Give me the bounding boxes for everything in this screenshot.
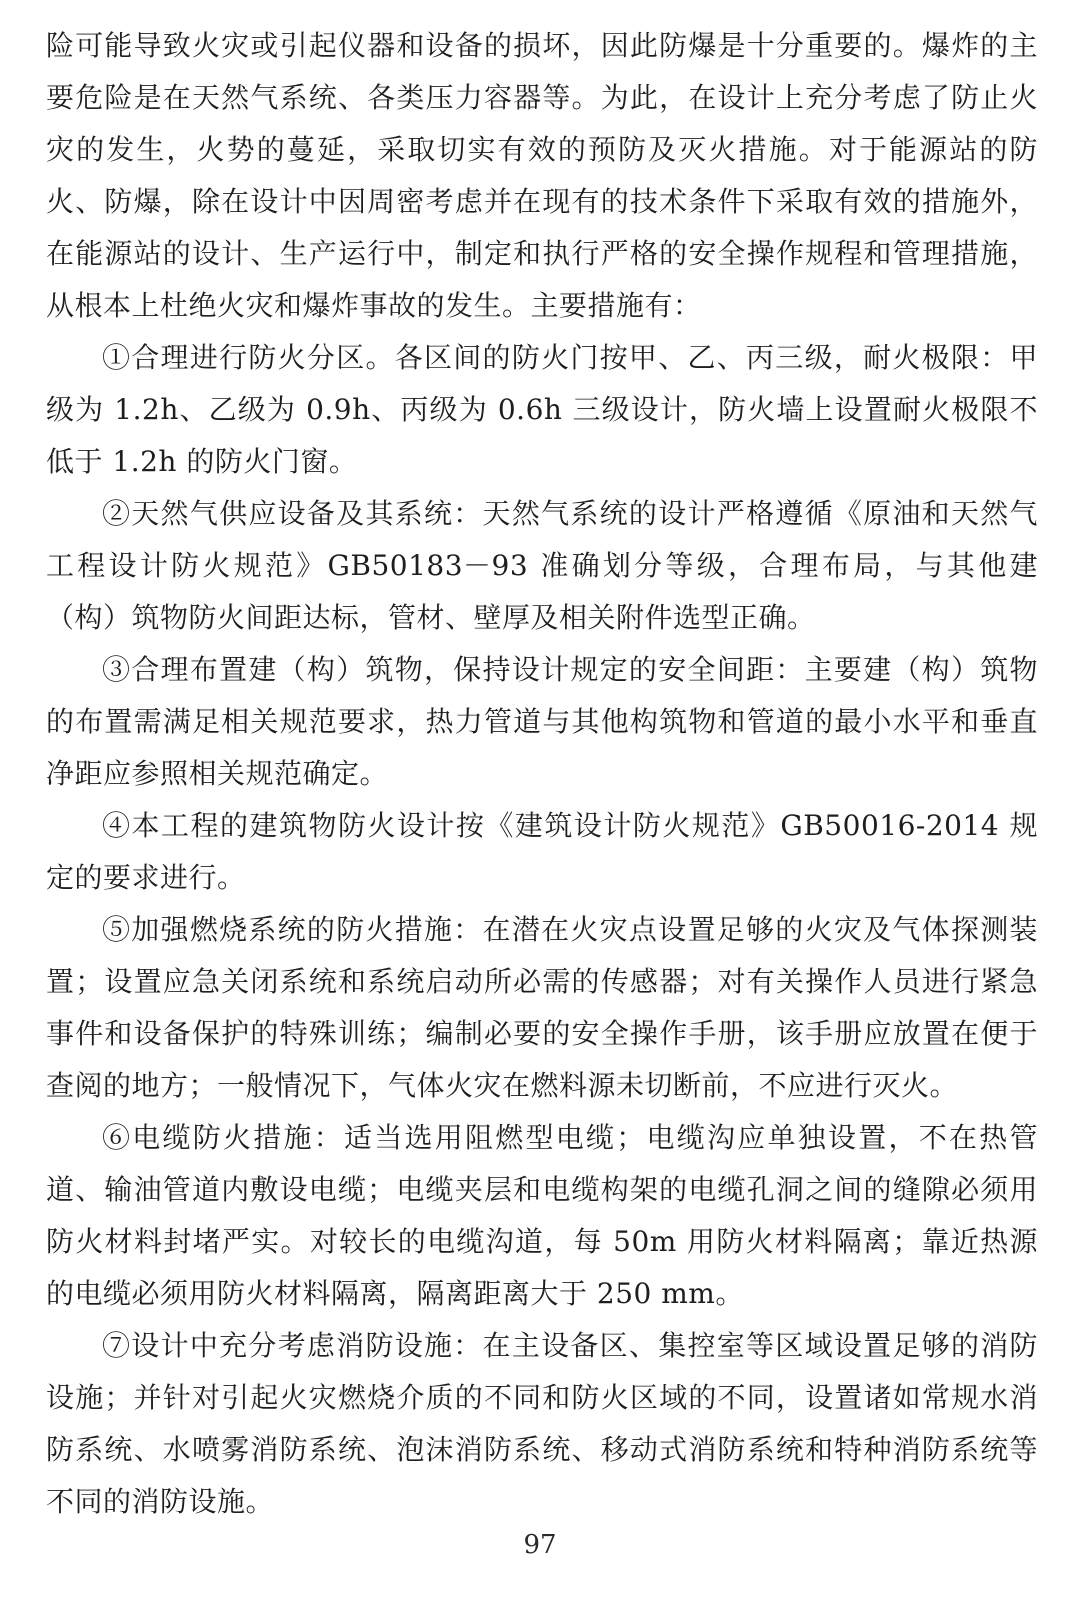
paragraph-item-3-building-layout: ③合理布置建（构）筑物，保持设计规定的安全间距：主要建（构）筑物的布置需满足相关规范要求，热力管道与其他构筑物和管道的最小水平和垂直净距应参照相关规范确定。 — [46, 653, 1038, 790]
paragraph-item-2-gas-supply: ②天然气供应设备及其系统：天然气系统的设计严格遵循《原油和天然气工程设计防火规范》GB50183－93 准确划分等级，合理布局，与其他建（构）筑物防火间距达标，管材、壁厚及相关附件选型正确。 — [46, 497, 1038, 634]
paragraph-item-6-cable-fire: ⑥电缆防火措施：适当选用阻燃型电缆；电缆沟应单独设置，不在热管道、输油管道内敷设电缆；电缆夹层和电缆构架的电缆孔洞之间的缝隙必须用防火材料封堵严实。对较长的电缆沟道，每 50m 用防火材料隔离；靠近热源的电缆必须用防火材料隔离，隔离距离大于 250 mm。 — [46, 1121, 1038, 1310]
paragraph-item-5-combustion-system: ⑤加强燃烧系统的防火措施：在潜在火灾点设置足够的火灾及气体探测装置；设置应急关闭系统和系统启动所必需的传感器；对有关操作人员进行紧急事件和设备保护的特殊训练；编制必要的安全操作手册，该手册应放置在便于查阅的地方；一般情况下，气体火灾在燃料源未切断前，不应进行灭火。 — [46, 913, 1038, 1102]
paragraph-item-4-building-code: ④本工程的建筑物防火设计按《建筑设计防火规范》GB50016-2014 规定的要求进行。 — [46, 809, 1038, 894]
page-number: 97 — [523, 1530, 557, 1560]
paragraph-item-1-fire-zoning: ①合理进行防火分区。各区间的防火门按甲、乙、丙三级，耐火极限：甲级为 1.2h、乙级为 0.9h、丙级为 0.6h 三级设计，防火墙上设置耐火极限不低于 1.2h 的防火门窗。 — [46, 341, 1038, 478]
paragraph-intro: 险可能导致火灾或引起仪器和设备的损坏，因此防爆是十分重要的。爆炸的主要危险是在天然气系统、各类压力容器等。为此，在设计上充分考虑了防止火灾的发生，火势的蔓延，采取切实有效的预防及灭火措施。对于能源站的防火、防爆，除在设计中因周密考虑并在现有的技术条件下采取有效的措施外，在能源站的设计、生产运行中，制定和执行严格的安全操作规程和管理措施，从根本上杜绝火灾和爆炸事故的发生。主要措施有： — [46, 29, 1038, 322]
paragraph-item-7-fire-facilities: ⑦设计中充分考虑消防设施：在主设备区、集控室等区域设置足够的消防设施；并针对引起火灾燃烧介质的不同和防火区域的不同，设置诸如常规水消防系统、水喷雾消防系统、泡沫消防系统、移动式消防系统和特种消防系统等不同的消防设施。 — [46, 1329, 1038, 1518]
